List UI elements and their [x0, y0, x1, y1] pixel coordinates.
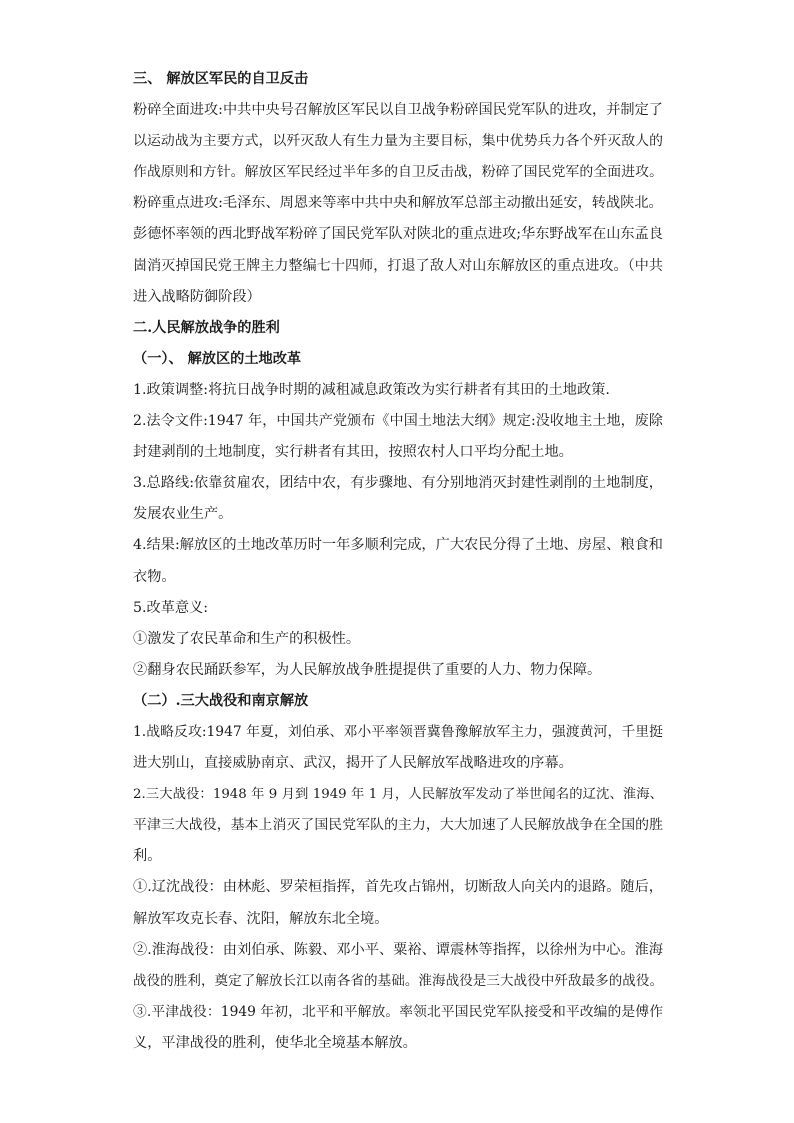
paragraph-line: 1.政策调整:将抗日战争时期的减租减息政策改为实行耕者有其田的土地政策.	[133, 381, 610, 398]
paragraph-line: 1.战略反攻:1947 年夏，刘伯承、邓小平率领晋冀鲁豫解放军主力，强渡黄河，千里挺	[133, 723, 663, 740]
paragraph-line: ①激发了农民革命和生产的积极性。	[133, 630, 361, 647]
paragraph-line: ①.辽沈战役：由林彪、罗荣桓指挥，首先攻占锦州，切断敌人向关内的退路。随后，	[133, 879, 663, 896]
paragraph-line: 2.法令文件:1947 年，中国共产党颁布《中国土地法大纲》规定:没收地主土地，废除	[133, 413, 663, 430]
paragraph-line: 发展农业生产。	[133, 506, 233, 523]
paragraph-line: 彭德怀率领的西北野战军粉碎了国民党军队对陕北的重点进攻;华东野战军在山东孟良	[133, 226, 663, 243]
paragraph-line: 2.三大战役：1948 年 9 月到 1949 年 1 月，人民解放军发动了举世闻名的辽沈、淮海、	[133, 787, 663, 803]
paragraph-line: ②翻身农民踊跃参军，为人民解放战争胜提提供了重要的人力、物力保障。	[133, 661, 602, 678]
paragraph-line: 战役的胜利，奠定了解放长江以南各省的基础。淮海战役是三大战役中歼敌最多的战役。	[133, 972, 663, 989]
paragraph-line: ③.平津战役：1949 年初，北平和平解放。率领北平国民党军队接受和平改编的是傅作	[133, 1003, 663, 1020]
paragraph-line: 粉碎全面进攻:中共中央号召解放区军民以自卫战争粉碎国民党军队的进攻，并制定了	[133, 102, 663, 119]
paragraph-line: 封建剥削的土地制度，实行耕者有其田，按照农村人口平均分配土地。	[133, 444, 573, 461]
paragraph-line: ②.淮海战役：由刘伯承、陈毅、邓小平、粟裕、谭震林等指挥，以徐州为中心。淮海	[133, 941, 663, 958]
paragraph-line: 平津三大战役，基本上消灭了国民党军队的主力，大大加速了人民解放战争在全国的胜	[133, 817, 663, 834]
paragraph-line: 利。	[133, 848, 162, 865]
paragraph-line: 进入战略防御阶段）	[133, 288, 261, 305]
paragraph-line: 5.改革意义:	[133, 599, 209, 616]
paragraph-line: 进大别山，直接威胁南京、武汉，揭开了人民解放军战略进攻的序幕。	[133, 755, 573, 772]
paragraph-line: 粉碎重点进攻:毛泽东、周恩来等率中共中央和解放军总部主动撤出延安，转战陕北。	[133, 195, 663, 212]
paragraph-line: 作战原则和方针。解放区军民经过半年多的自卫反击战，粉碎了国民党军的全面进攻。	[133, 164, 663, 181]
paragraph-line: 崮消灭掉国民党王牌主力整编七十四师，打退了敌人对山东解放区的重点进攻。（中共	[133, 257, 663, 274]
paragraph-line: 义，平津战役的胜利，使华北全境基本解放。	[133, 1034, 417, 1051]
paragraph-line: 以运动战为主要方式，以歼灭敌人有生力量为主要目标，集中优势兵力各个歼灭敌人的	[133, 133, 663, 150]
paragraph-line: 4.结果:解放区的土地改革历时一年多顺利完成，广大农民分得了土地、房屋、粮食和	[133, 537, 663, 554]
subsection-heading: （二）.三大战役和南京解放	[133, 692, 309, 709]
paragraph-line: 3.总路线:依靠贫雇农，团结中农，有步骤地、有分别地消灭封建性剥削的土地制度，	[133, 475, 663, 492]
paragraph-line: 解放军攻克长春、沈阳，解放东北全境。	[133, 910, 389, 927]
section-heading: 二.人民解放战争的胜利	[133, 319, 280, 336]
paragraph-line: 衣物。	[133, 568, 176, 585]
document-body	[133, 64, 663, 1059]
subsection-heading: （一）、 解放区的土地改革	[133, 350, 302, 367]
section-heading: 三、 解放区军民的自卫反击	[133, 71, 309, 87]
